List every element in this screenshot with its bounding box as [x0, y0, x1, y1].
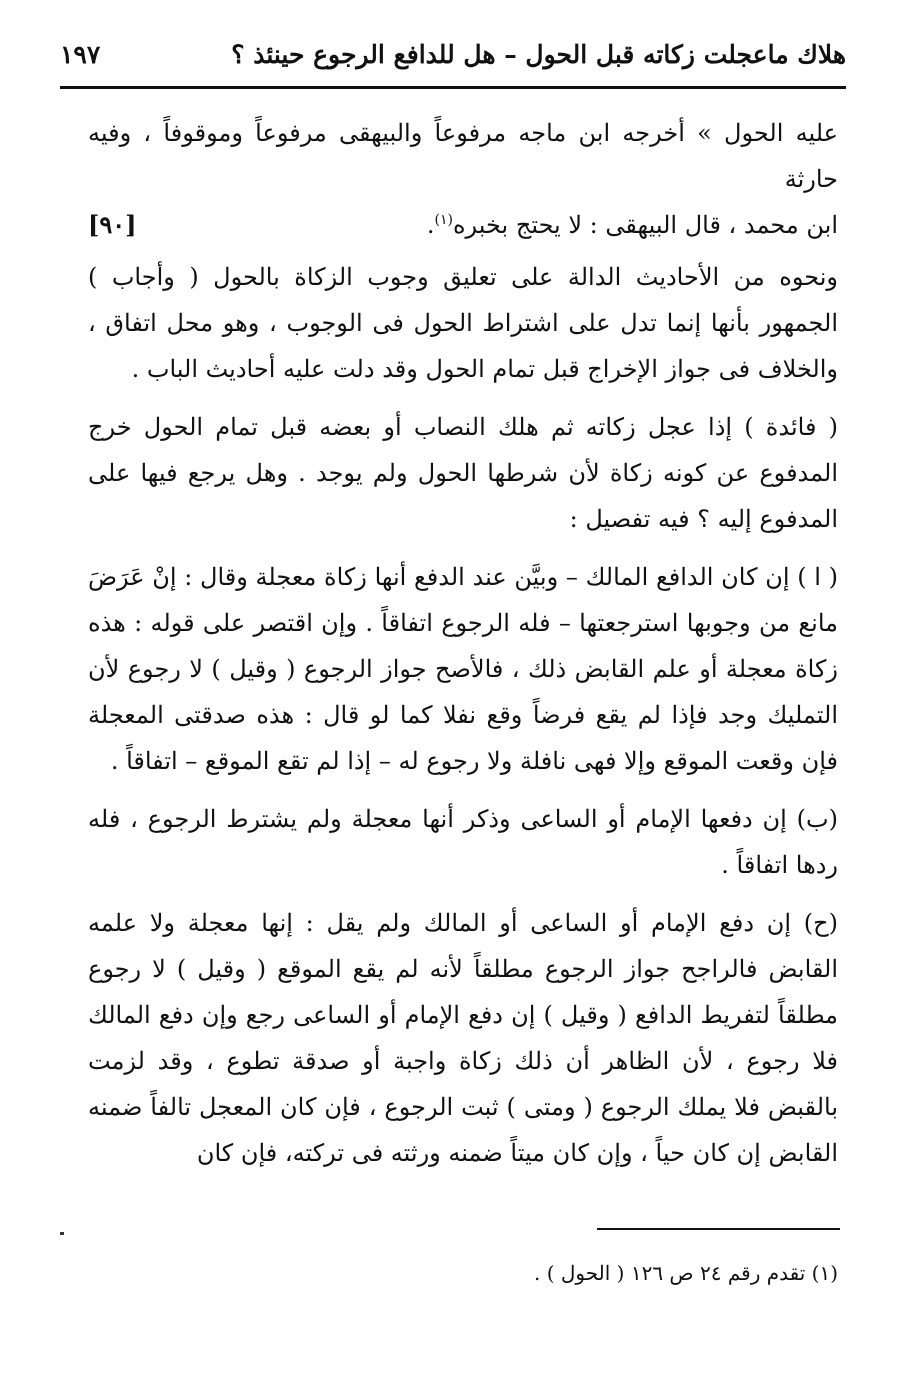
footnote: (١) تقدم رقم ٢٤ ص ١٢٦ ( الحول ) .	[534, 1261, 838, 1285]
running-header	[60, 28, 846, 80]
paragraph-1-line-1: عليه الحول » أخرجه ابن ماجه مرفوعاً والبيهقى مرفوعاً وموقوفاً ، وفيه حارثة	[88, 119, 838, 193]
paragraph-1	[88, 110, 838, 248]
hadith-number-marker: [٩٠]	[88, 210, 137, 239]
scan-speck	[60, 1232, 64, 1235]
paragraph-1-line-2	[88, 202, 838, 248]
page-number: ١٩٧	[60, 39, 101, 69]
main-text	[88, 110, 838, 1188]
paragraph-5: (ب) إن دفعها الإمام أو الساعى وذكر أنها معجلة ولم يشترط الرجوع ، فله ردها اتفاقاً .	[88, 805, 838, 879]
paragraph-2: ونحوه من الأحاديث الدالة على تعليق وجوب الزكاة بالحول ( وأجاب ) الجمهور بأنها إنما تدل على اشتراط الحول فى الوجوب ، وهو محل اتفاق ، والخلاف فى جواز الإخراج قبل تمام الحول وقد دلت عليه أحاديث الباب .	[88, 263, 838, 383]
running-title: هلاك ماعجلت زكاته قبل الحول – هل للدافع الرجوع حينئذ ؟	[231, 39, 846, 69]
paragraph-1-line-2-text	[427, 202, 838, 248]
paragraph-6: (ح) إن دفع الإمام أو الساعى أو المالك ولم يقل : إنها معجلة ولا علمه القابض فالراجح جواز الرجوع مطلقاً لأنه لم يقع الموقع ( وقيل ) لا رجوع مطلقاً لتفريط الدافع ( وقيل ) إن دفع الإمام أو الساعى رجع وإن دفع المالك فلا رجوع ، لأن الظاهر أن ذلك زكاة واجبة أو صدقة تطوع ، وقد لزمت بالقبض فلا يملك الرجوع ( ومتى ) ثبت الرجوع ، فإن كان المعجل تالفاً ضمنه القابض إن كان حياً ، وإن كان ميتاً ضمنه ورثته فى تركته، فإن كان	[88, 909, 838, 1167]
footnote-rule	[597, 1228, 840, 1230]
paragraph-1-line-2-end: .	[426, 211, 435, 239]
paragraph-1-line-2-body: ابن محمد ، قال البيهقى : لا يحتج بخبره	[452, 211, 838, 239]
footnote-reference: (١)	[434, 212, 453, 228]
paragraph-3: ( فائدة ) إذا عجل زكاته ثم هلك النصاب أو بعضه قبل تمام الحول خرج المدفوع عن كونه زكاة لأن شرطها الحول ولم يوجد . وهل يرجع فيها على المدفوع إليه ؟ فيه تفصيل :	[88, 413, 838, 533]
header-rule	[60, 86, 846, 89]
paragraph-4: ( ا ) إن كان الدافع المالك – وبيَّن عند الدفع أنها زكاة معجلة وقال : إنْ عَرَضَ مانع من وجوبها استرجعتها – فله الرجوع اتفاقاً . وإن اقتصر على قوله : هذه زكاة معجلة أو علم القابض ذلك ، فالأصح جواز الرجوع ( وقيل ) لا رجوع لأن التمليك وجد فإذا لم يقع فرضاً وقع نفلا كما لو قال : هذه صدقتى المعجلة فإن وقعت الموقع وإلا فهى نافلة ولا رجوع له – إذا لم تقع الموقع – اتفاقاً .	[88, 563, 838, 775]
